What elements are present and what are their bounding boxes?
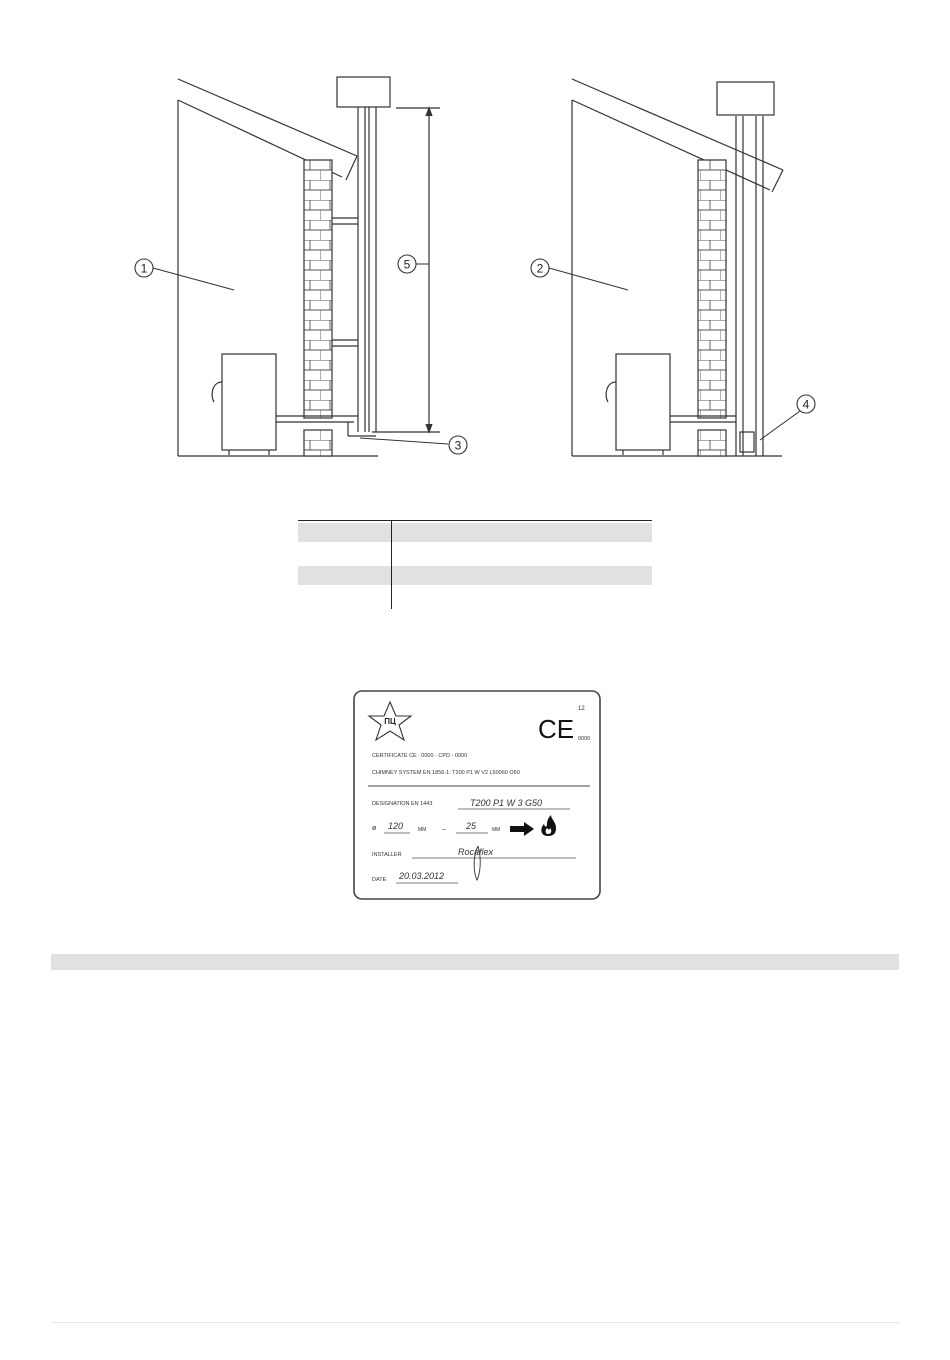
legend-row (298, 566, 652, 585)
diameter-value: 120 (388, 821, 404, 831)
callout-2 (531, 259, 549, 277)
legend-row (298, 523, 652, 542)
installer-label: INSTALLER (372, 852, 402, 858)
ce-year: 12 (578, 706, 585, 712)
mm-label-1: MM (418, 827, 427, 833)
designation-value: T200 P1 W 3 G50 (470, 798, 543, 808)
certificate-line: CERTIFICATE CE : 0000 - CPD - 0000 (372, 753, 468, 759)
date-value: 20.03.2012 (399, 871, 445, 881)
svg-text:2: 2 (536, 261, 544, 276)
svg-text:1: 1 (140, 261, 148, 276)
right-installation-drawing (572, 79, 783, 456)
chimney-data-plate (350, 688, 604, 904)
callout-3 (449, 436, 467, 454)
legend-row (298, 544, 652, 563)
svg-text:5: 5 (403, 257, 411, 272)
callout-5 (398, 255, 416, 273)
distance-value: 25 (466, 821, 477, 831)
dash-symbol: – (442, 826, 446, 833)
legend-column-divider (391, 520, 392, 609)
svg-text:4: 4 (802, 397, 810, 412)
svg-text:3: 3 (454, 438, 462, 453)
section-header-bar (51, 954, 899, 970)
callout-4 (797, 395, 815, 413)
chimney-system-line: CHIMNEY SYSTEM EN 1856-1: T200 P1 W V2 L50060 O50 (372, 770, 520, 776)
legend-row (298, 586, 652, 605)
legend-table (298, 520, 652, 609)
legend-top-rule (298, 520, 652, 521)
designation-label: DESIGNATION EN 1443 (372, 801, 433, 807)
ce-mark: CE (537, 714, 575, 744)
callout-1 (135, 259, 153, 277)
svg-text:ПЦ: ПЦ (384, 717, 396, 726)
date-label: DATE (372, 877, 387, 883)
ce-number: 0000 (578, 736, 591, 742)
installer-value: Rocaflex (458, 847, 494, 857)
footer-rule (51, 1322, 899, 1323)
chimney-installation-figure (0, 0, 950, 470)
mm-label-2: MM (492, 827, 501, 833)
diameter-symbol: ø (372, 825, 377, 832)
